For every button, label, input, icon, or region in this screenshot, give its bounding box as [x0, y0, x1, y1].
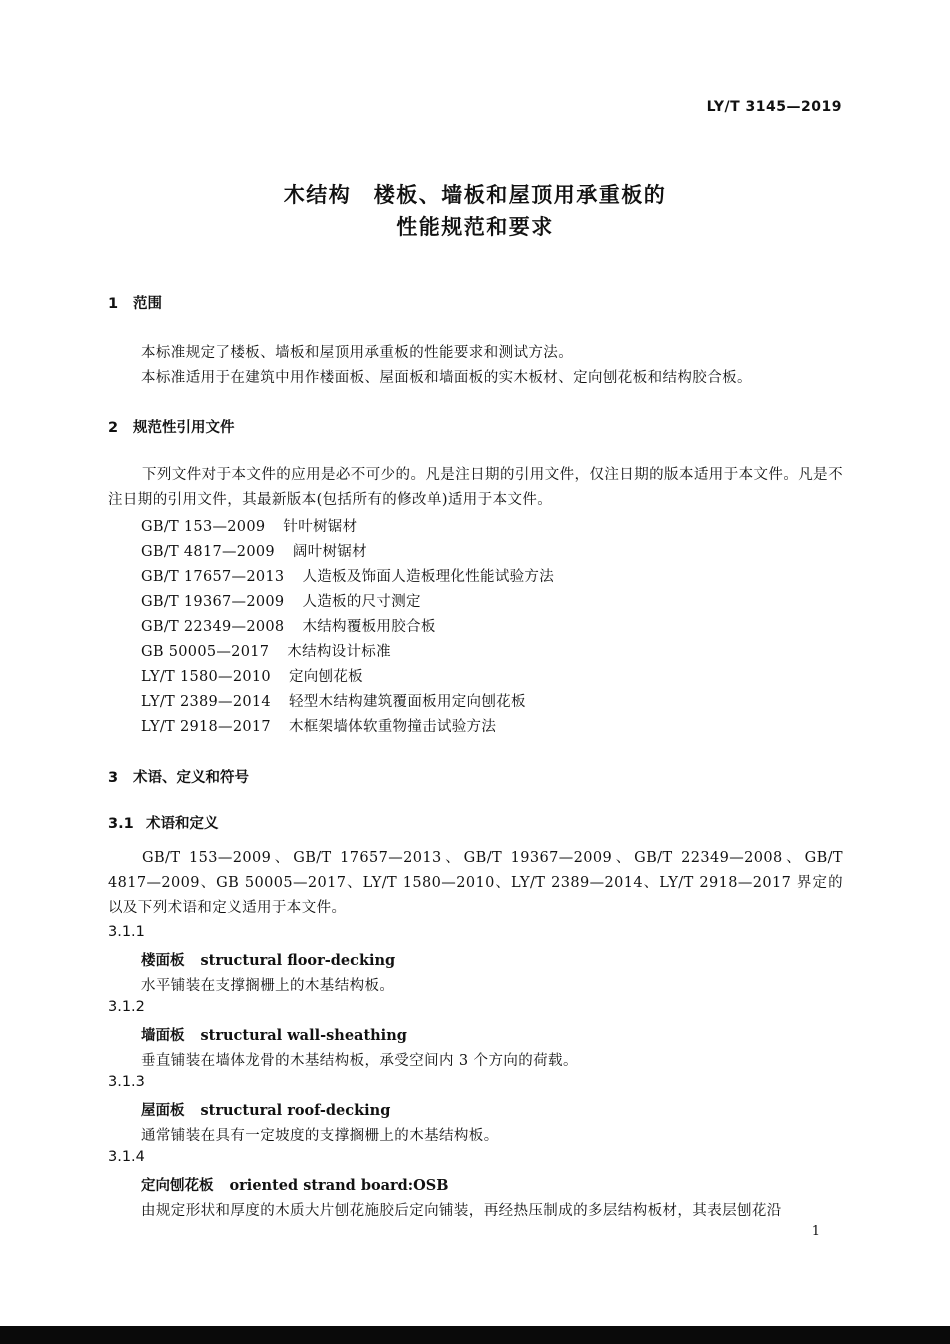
- section-2-heading: [108, 416, 235, 437]
- reference-code: GB/T 153—2009: [141, 519, 266, 535]
- term-definition: 垂直铺装在墙体龙骨的木基结构板，承受空间内 3 个方向的荷载。: [141, 1053, 578, 1069]
- reference-code: GB 50005—2017: [141, 644, 270, 660]
- term-chinese: 墙面板: [141, 1028, 185, 1044]
- term-heading: [141, 949, 395, 970]
- reference-title: 木框架墙体软重物撞击试验方法: [288, 719, 497, 735]
- reference-title: 阔叶树锯材: [292, 544, 367, 560]
- term-heading: [141, 1099, 390, 1120]
- subsection-title: 术语和定义: [146, 816, 219, 832]
- reference-title: 木结构设计标准: [287, 644, 391, 660]
- section-title: 规范性引用文件: [133, 420, 235, 436]
- reference-item: [141, 615, 436, 636]
- term-number: 3.1.3: [108, 1074, 145, 1090]
- reference-title: 定向刨花板: [288, 669, 363, 685]
- reference-item: [141, 665, 363, 686]
- scope-paragraph-1: 本标准规定了楼板、墙板和屋顶用承重板的性能要求和测试方法。: [141, 345, 574, 361]
- reference-item: [141, 565, 554, 586]
- reference-code: LY/T 2918—2017: [141, 719, 271, 735]
- term-heading: [141, 1174, 449, 1195]
- bottom-border: [0, 1326, 950, 1344]
- reference-code: LY/T 2389—2014: [141, 694, 271, 710]
- document-title-line2: 性能规范和要求: [396, 215, 554, 239]
- term-english: structural wall-sheathing: [200, 1027, 407, 1044]
- term-english: structural roof-decking: [200, 1102, 391, 1119]
- section-number: 1: [108, 296, 119, 312]
- standard-code: LY/T 3145—2019: [706, 99, 842, 115]
- reference-title: 轻型木结构建筑覆面板用定向刨花板: [288, 694, 526, 710]
- reference-title: 人造板及饰面人造板理化性能试验方法: [302, 569, 555, 585]
- reference-title: 针叶树锯材: [283, 519, 358, 535]
- document-title-line1: 木结构 楼板、墙板和屋顶用承重板的: [283, 183, 667, 207]
- reference-title: 木结构覆板用胶合板: [302, 619, 436, 635]
- term-english: oriented strand board:OSB: [229, 1177, 449, 1194]
- reference-item: [141, 540, 367, 561]
- reference-item: [141, 515, 357, 536]
- reference-item: [141, 640, 391, 661]
- section-title: 范围: [133, 296, 162, 312]
- term-definition: 水平铺装在支撑搁栅上的木基结构板。: [141, 978, 395, 994]
- term-number: 3.1.2: [108, 999, 145, 1015]
- section-1-heading: [108, 292, 162, 313]
- page-number: 1: [811, 1224, 820, 1239]
- term-definition: 通常铺装在具有一定坡度的支撑搁栅上的木基结构板。: [141, 1128, 499, 1144]
- reference-title: 人造板的尺寸测定: [302, 594, 421, 610]
- term-chinese: 定向刨花板: [141, 1178, 214, 1194]
- subsection-3-1-heading: [108, 812, 219, 833]
- section-number: 3: [108, 770, 119, 786]
- terms-intro-paragraph: GB/T 153—2009、GB/T 17657—2013、GB/T 19367—2009、GB/T 22349—2008、GB/T 4817—2009、GB 50005—2017、LY/T 1580—2010、LY/T 2389—2014、LY/T 2918—2017 界定的以及下列术语和定义适用于本文件。: [108, 850, 843, 916]
- reference-code: LY/T 1580—2010: [141, 669, 271, 685]
- normative-references-intro: 下列文件对于本文件的应用是必不可少的。凡是注日期的引用文件，仅注日期的版本适用于本文件。凡是不注日期的引用文件，其最新版本(包括所有的修改单)适用于本文件。: [108, 467, 843, 508]
- section-number: 2: [108, 420, 119, 436]
- reference-item: [141, 690, 526, 711]
- term-chinese: 楼面板: [141, 953, 185, 969]
- reference-code: GB/T 4817—2009: [141, 544, 275, 560]
- term-english: structural floor-decking: [200, 952, 396, 969]
- reference-code: GB/T 19367—2009: [141, 594, 285, 610]
- term-number: 3.1.1: [108, 924, 145, 940]
- term-chinese: 屋面板: [141, 1103, 185, 1119]
- term-heading: [141, 1024, 407, 1045]
- term-number: 3.1.4: [108, 1149, 145, 1165]
- reference-code: GB/T 22349—2008: [141, 619, 285, 635]
- reference-code: GB/T 17657—2013: [141, 569, 285, 585]
- reference-item: [141, 590, 421, 611]
- reference-item: [141, 715, 496, 736]
- section-3-heading: [108, 766, 249, 787]
- subsection-number: 3.1: [108, 816, 134, 832]
- section-title: 术语、定义和符号: [133, 770, 249, 786]
- scope-paragraph-2: 本标准适用于在建筑中用作楼面板、屋面板和墙面板的实木板材、定向刨花板和结构胶合板。: [141, 370, 752, 386]
- term-definition: 由规定形状和厚度的木质大片刨花施胶后定向铺装，再经热压制成的多层结构板材，其表层刨花沿: [141, 1203, 782, 1219]
